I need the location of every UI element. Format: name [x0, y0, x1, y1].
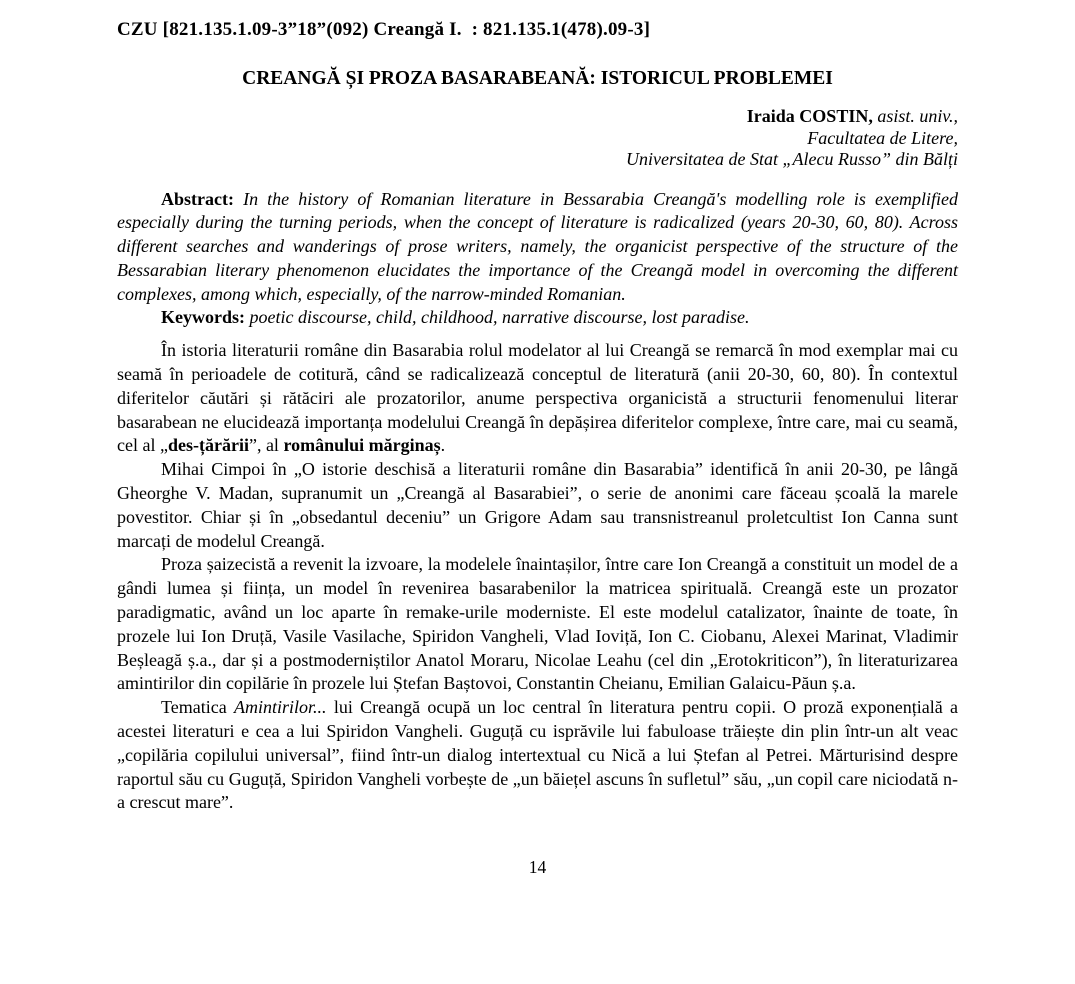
paragraph-1-run-2: des-țărării [167, 435, 249, 456]
czu-classification-line: CZU [821.135.1.09-3”18”(092) Creangă I. : 821.135.1(478).09-3] [117, 19, 651, 40]
abstract-paragraph [117, 188, 958, 307]
paragraph-2-run-1: Mihai Cimpoi în „O istorie deschisă a literaturii române din Basarabia” identifică în anii 20-30, pe lângă Gheorghe V. Madan, supranumit un „Creangă al Basarabiei”, o serie de anonimi care făceau școală la marele povestitor. Chiar și în „obsedantul deceniu” un Grigore Adam sau transnistreanul proletcultist Ion Canna sunt marcați de modelul Creangă. [117, 459, 958, 551]
paragraph-2 [117, 458, 958, 553]
author-name: Iraida COSTIN, [746, 106, 873, 126]
abstract-label: Abstract: [161, 188, 234, 209]
author-role: asist. univ., [872, 106, 958, 126]
keywords-paragraph [117, 306, 958, 330]
page-number: 14 [528, 857, 547, 877]
paragraph-4-run-1: Tematica [161, 697, 234, 718]
abstract-text: In the history of Romanian literature in Bessarabia Creangă's modelling role is exemplified especially during the turning periods, when the concept of literature is radicalized (years 20-30, 60, 80). Across different searches and wanderings of prose writers, namely, the organicist perspective of the structure of the Bessarabian literary phenomenon elucidates the importance of the Creangă model in overcoming the different complexes, among which, especially, of the narrow-minded Romanian. [117, 188, 958, 304]
paragraph-1-run-5: . [440, 435, 446, 456]
article-body [117, 339, 958, 815]
page-title: CREANGĂ ȘI PROZA BASARABEANĂ: ISTORICUL PROBLEMEI [242, 68, 833, 89]
paragraph-3 [117, 553, 958, 696]
author-university: Universitatea de Stat „Alecu Russo” din Bălți [626, 149, 958, 169]
author-line-1 [117, 106, 958, 128]
author-block [117, 106, 958, 171]
paragraph-4 [117, 696, 958, 815]
abstract-block [117, 188, 958, 331]
keywords-label: Keywords: [161, 307, 245, 328]
paragraph-1-run-3: ”, al [248, 435, 284, 456]
author-faculty: Facultatea de Litere, [807, 127, 958, 148]
paragraph-3-run-1: Proza șaizecistă a revenit la izvoare, la modelele înaintașilor, între care Ion Creangă a constituit un model de a gândi lumea și ființa, un model în revenirea basarabenilor la matricea spirituală. Creangă este un prozator paradigmatic, având un loc aparte în remake-urile moderniste. El este modelul catalizator, înainte de toate, în prozele lui Ion Druță, Vasile Vasilache, Spiridon Vangheli, Vlad Ioviță, Ion C. Ciobanu, Alexei Marinat, Vladimir Beșleagă ș.a., dar și a postmoderniștilor Anatol Moraru, Nicolae Leahu (cel din „Erotokriticon”), în literaturizarea amintirilor din copilărie în prozele lui Ștefan Baștovoi, Constantin Cheianu, Emilian Galaicu-Păun ș.a. [117, 554, 958, 694]
paragraph-1-run-4: românului mărginaș [283, 435, 441, 456]
keywords-text: poetic discourse, child, childhood, narrative discourse, lost paradise. [245, 307, 750, 328]
paragraph-4-run-2: Amintirilor... [234, 697, 327, 718]
paragraph-1 [117, 339, 958, 458]
paragraph-1-run-1: În istoria literaturii române din Basarabia rolul modelator al lui Creangă se remarcă în mod exemplar mai cu seamă în perioadele de cotitură, când se radicalizează conceptul de literatură (anii 20-30, 60, 80). În contextul diferitelor căutări și rătăciri ale prozatorilor, anume perspectiva organicistă a structurii fenomenului literar basarabean ne elucidează importanța modelului Creangă în depășirea diferitelor complexe, între care, mai cu seamă, cel al „ [117, 340, 958, 456]
paragraph-4-run-3: lui Creangă ocupă un loc central în literatura pentru copii. O proză exponențială a acestei literaturi e cea a lui Spiridon Vangheli. Guguță cu isprăvile lui fabuloase trăiește din plin într-un alt veac „copilăria copilului universal”, fiind într-un dialog intertextual cu Nică a lui Ștefan al Petrei. Mărturisind despre raportul său cu Guguță, Spiridon Vangheli vorbește de „un băiețel ascuns în sufletul” său, „un copil care niciodată n-a crescut mare”. [117, 697, 958, 813]
